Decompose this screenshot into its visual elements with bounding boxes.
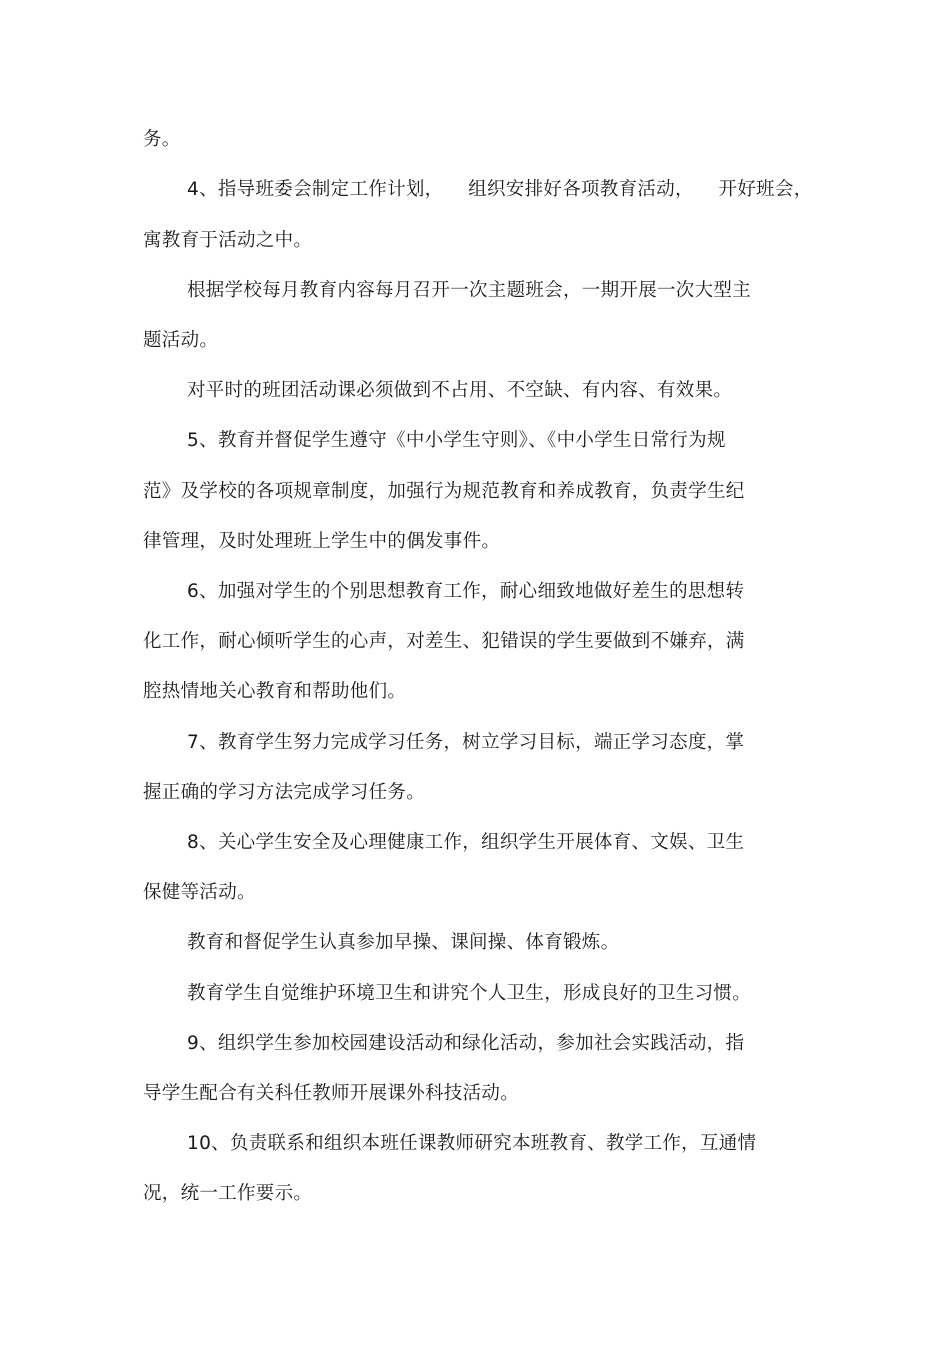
text-line: 保健等活动。 [143, 882, 256, 903]
text-line: 6、加强对学生的个别思想教育工作，耐心细致地做好差生的思想转 [187, 581, 745, 602]
text-line: 律管理，及时处理班上学生中的偶发事件。 [143, 531, 501, 552]
text-line: 寓教育于活动之中。 [143, 230, 313, 251]
text-line: 教育和督促学生认真参加早操、课间操、体育锻炼。 [187, 932, 620, 953]
text-line: 8、关心学生安全及心理健康工作，组织学生开展体育、文娱、卫生 [187, 832, 745, 853]
text-line: 10、负责联系和组织本班任课教师研究本班教育、教学工作，互通情 [187, 1133, 757, 1154]
text-line: 化工作，耐心倾听学生的心声，对差生、犯错误的学生要做到不嫌弃，满 [143, 631, 745, 652]
text-line: 导学生配合有关科任教师开展课外科技活动。 [143, 1083, 520, 1104]
text-line: 题活动。 [143, 330, 219, 351]
text-line: 教育学生自觉维护环境卫生和讲究个人卫生，形成良好的卫生习惯。 [187, 983, 752, 1004]
text-line: 根据学校每月教育内容每月召开一次主题班会，一期开展一次大型主 [187, 280, 752, 301]
text-line: 握正确的学习方法完成学习任务。 [143, 782, 426, 803]
text-line: 腔热情地关心教育和帮助他们。 [143, 681, 407, 702]
text-line: 对平时的班团活动课必须做到不占用、不空缺、有内容、有效果。 [187, 380, 733, 401]
text-line: 况，统一工作要示。 [143, 1183, 313, 1204]
text-line: 4、指导班委会制定工作计划， 组织安排好各项教育活动， 开好班会， [187, 179, 813, 200]
text-line: 务。 [143, 129, 181, 150]
text-line: 7、教育学生努力完成学习任务，树立学习目标，端正学习态度，掌 [187, 732, 745, 753]
text-line: 5、教育并督促学生遵守《中小学生守则》、《中小学生日常行为规 [187, 430, 726, 451]
text-line: 9、组织学生参加校园建设活动和绿化活动，参加社会实践活动，指 [187, 1033, 745, 1054]
text-line: 范》及学校的各项规章制度，加强行为规范教育和养成教育，负责学生纪 [143, 481, 745, 502]
